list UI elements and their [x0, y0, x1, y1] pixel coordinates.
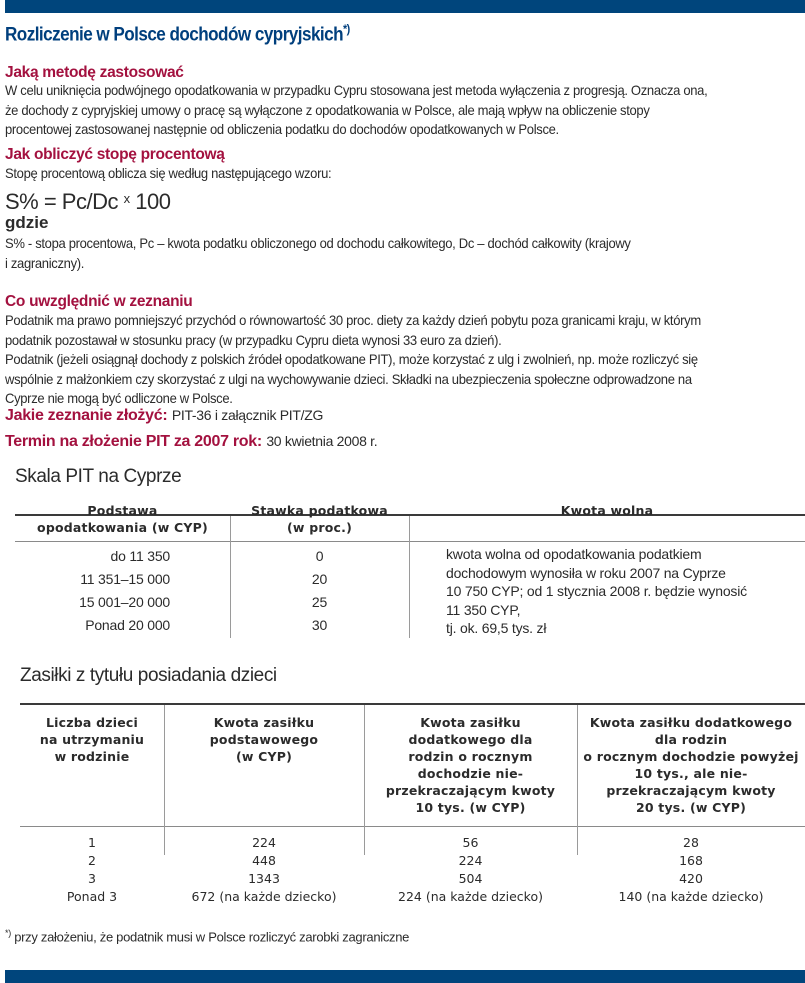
- header-line: Kwota zasiłku dodatkowego: [589, 715, 793, 730]
- where-line: i zagraniczny).: [5, 254, 85, 271]
- header-line: opodatkowania (w CYP): [37, 520, 208, 535]
- heading-method: Jaką metodę zastosować: [5, 64, 184, 81]
- formula-operator: x: [123, 191, 130, 206]
- which-return: [5, 407, 323, 425]
- free-line: kwota wolna od opodatkowania podatkiem: [446, 546, 702, 562]
- benefits-cell: 448: [252, 853, 276, 868]
- where-label: gdzie: [5, 213, 49, 232]
- title-footnote-mark: *): [343, 22, 350, 36]
- benefits-table-top-rule: [20, 703, 805, 705]
- header-line: (w proc.): [287, 520, 352, 535]
- header-line: w rodzinie: [54, 749, 130, 764]
- benefits-header-basic: [164, 714, 364, 765]
- header-line: przekraczającym kwoty: [606, 783, 776, 798]
- deadline-label: Termin na złożenie PIT za 2007 rok:: [5, 433, 262, 450]
- return-paragraph: [5, 311, 796, 409]
- pit-col-divider: [409, 516, 410, 638]
- header-line: Kwota wolna: [560, 503, 654, 518]
- pit-col-base: [15, 545, 170, 637]
- pit-free-amount: [446, 545, 805, 638]
- page-title-text: Rozliczenie w Polsce dochodów cypryjskich: [5, 24, 344, 46]
- benefits-table-header-rule: [20, 826, 805, 827]
- header-line: dochodzie nie-: [417, 766, 524, 781]
- header-line: na utrzymaniu: [39, 732, 145, 747]
- deadline: [5, 433, 377, 451]
- free-line: 10 750 CYP; od 1 stycznia 2008 r. będzie wynosić: [446, 583, 747, 599]
- header-line: (w CYP): [235, 749, 293, 764]
- rate-formula: [5, 189, 170, 215]
- pit-cell: 25: [311, 594, 328, 610]
- benefits-header-children: [20, 714, 164, 765]
- page-title: [5, 22, 350, 46]
- where-line: S% - stopa procentowa, Pc – kwota podatku obliczonego od dochodu całkowitego, Dc – dochód całkowity (krajowy: [5, 235, 631, 251]
- header-line: Podstawa: [87, 503, 158, 518]
- footnote-text: przy założeniu, że podatnik musi w Polsce rozliczyć zarobki zagraniczne: [10, 929, 410, 945]
- footnote-mark: *): [5, 928, 11, 938]
- benefits-col-additional-20k: [577, 834, 805, 906]
- pit-cell: 11 351–15 000: [80, 571, 170, 587]
- benefits-col-children: [20, 834, 164, 906]
- header-line: przekraczającym kwoty: [385, 783, 556, 798]
- benefits-col-basic: [164, 834, 364, 906]
- header-line: Kwota zasiłku: [420, 715, 521, 730]
- pit-table-header-rule: [15, 541, 805, 542]
- method-line: procentowej zastosowanej następnie od obliczenia podatku do dochodów opodatkowanych w Polsce.: [5, 121, 559, 137]
- where-paragraph: [5, 234, 796, 273]
- which-return-value: PIT-36 i załącznik PIT/ZG: [171, 407, 324, 423]
- benefits-cell: 3: [88, 871, 96, 886]
- benefits-cell: 420: [679, 871, 703, 886]
- return-line: podatnik pozostawał w stosunku pracy (w przypadku Cypru dieta wynosi 33 euro za dzień).: [5, 331, 502, 348]
- header-line: dodatkowego dla: [408, 732, 533, 747]
- benefits-cell: 56: [462, 835, 479, 850]
- free-line: dochodowym wynosiła w roku 2007 na Cyprze: [446, 564, 726, 581]
- pit-cell: Ponad 20 000: [85, 617, 170, 633]
- benefits-cell: 504: [458, 871, 483, 886]
- formula-left: S% = Pc/Dc: [5, 189, 118, 214]
- return-line: Podatnik ma prawo pomniejszyć przychód o równowartość 30 proc. diety za każdy dzień pobytu poza granicami kraju, w którym: [5, 312, 701, 328]
- pit-header-rate: [230, 502, 409, 536]
- header-line: Liczba dzieci: [46, 715, 138, 730]
- benefits-cell: 224 (na każde dziecko): [398, 889, 543, 904]
- bottom-color-bar: [5, 970, 805, 983]
- header-line: rodzin o rocznym: [408, 749, 533, 764]
- pit-col-rate: [230, 545, 409, 637]
- heading-rate: Jak obliczyć stopę procentową: [5, 146, 225, 163]
- pit-cell: 0: [315, 548, 324, 564]
- benefits-header-additional-20k: [577, 714, 805, 816]
- heading-return: Co uwzględnić w zeznaniu: [5, 293, 193, 310]
- which-return-label: Jakie zeznanie złożyć:: [5, 407, 168, 424]
- formula-right: 100: [135, 189, 171, 214]
- benefits-cell: 672 (na każde dziecko): [191, 889, 337, 904]
- pit-cell: 20: [311, 571, 328, 587]
- benefits-cell: 1: [88, 835, 96, 850]
- method-line: że dochody z cypryjskiej umowy o pracę są wyłączone z opodatkowania w Polsce, ale mają wpływ na obliczenie stopy: [5, 101, 650, 118]
- benefits-header-additional-10k: [364, 714, 577, 816]
- benefits-cell: 1343: [248, 871, 280, 886]
- pit-cell: do 11 350: [110, 548, 170, 564]
- benefits-cell: 2: [88, 853, 96, 868]
- header-line: podstawowego: [209, 732, 319, 747]
- return-line: wspólnie z małżonkiem czy skorzystać z ulgi na wychowywanie dzieci. Składki na ubezpieczenia społeczne odprowadzone na: [5, 370, 692, 387]
- benefits-col-additional-10k: [364, 834, 577, 906]
- benefits-cell: Ponad 3: [66, 889, 118, 904]
- header-line: dla rodzin: [654, 732, 728, 747]
- pit-header-free: [409, 502, 805, 519]
- benefits-cell: 28: [683, 835, 699, 850]
- header-line: o rocznym dochodzie powyżej: [583, 749, 799, 764]
- pit-table-title: Skala PIT na Cyprze: [15, 466, 182, 487]
- benefits-cell: 140 (na każde dziecko): [618, 889, 764, 904]
- benefits-cell: 224: [252, 835, 276, 850]
- return-line: Podatnik (jeżeli osiągnął dochody z polskich źródeł opodatkowane PIT), może korzystać z ulg i zwolnień, np. może rozliczyć się: [5, 351, 698, 367]
- benefits-cell: 168: [679, 853, 703, 868]
- benefits-cell: 224: [458, 853, 483, 868]
- method-paragraph: [5, 81, 796, 140]
- header-line: 10 tys., ale nie-: [634, 766, 748, 781]
- header-line: 20 tys. (w CYP): [635, 800, 747, 815]
- top-color-bar: [5, 0, 805, 13]
- rate-intro: Stopę procentową oblicza się według następującego wzoru:: [5, 165, 332, 181]
- method-line: W celu uniknięcia podwójnego opodatkowania w przypadku Cypru stosowana jest metoda wyłączenia z progresją. Oznacza ona,: [5, 82, 708, 98]
- footnote: [5, 928, 409, 944]
- benefits-table-title: Zasiłki z tytułu posiadania dzieci: [20, 665, 277, 686]
- pit-cell: 30: [311, 617, 328, 633]
- pit-header-base: [15, 502, 230, 536]
- header-line: 10 tys. (w CYP): [415, 800, 526, 815]
- return-line: Cyprze nie mogą być odliczone w Polsce.: [5, 390, 233, 406]
- free-line: tj. ok. 69,5 tys. zł: [446, 620, 547, 636]
- header-line: Stawka podatkowa: [251, 503, 388, 518]
- pit-cell: 15 001–20 000: [79, 594, 170, 610]
- free-line: 11 350 CYP,: [446, 601, 521, 618]
- deadline-value: 30 kwietnia 2008 r.: [266, 433, 378, 449]
- header-line: Kwota zasiłku: [213, 715, 315, 730]
